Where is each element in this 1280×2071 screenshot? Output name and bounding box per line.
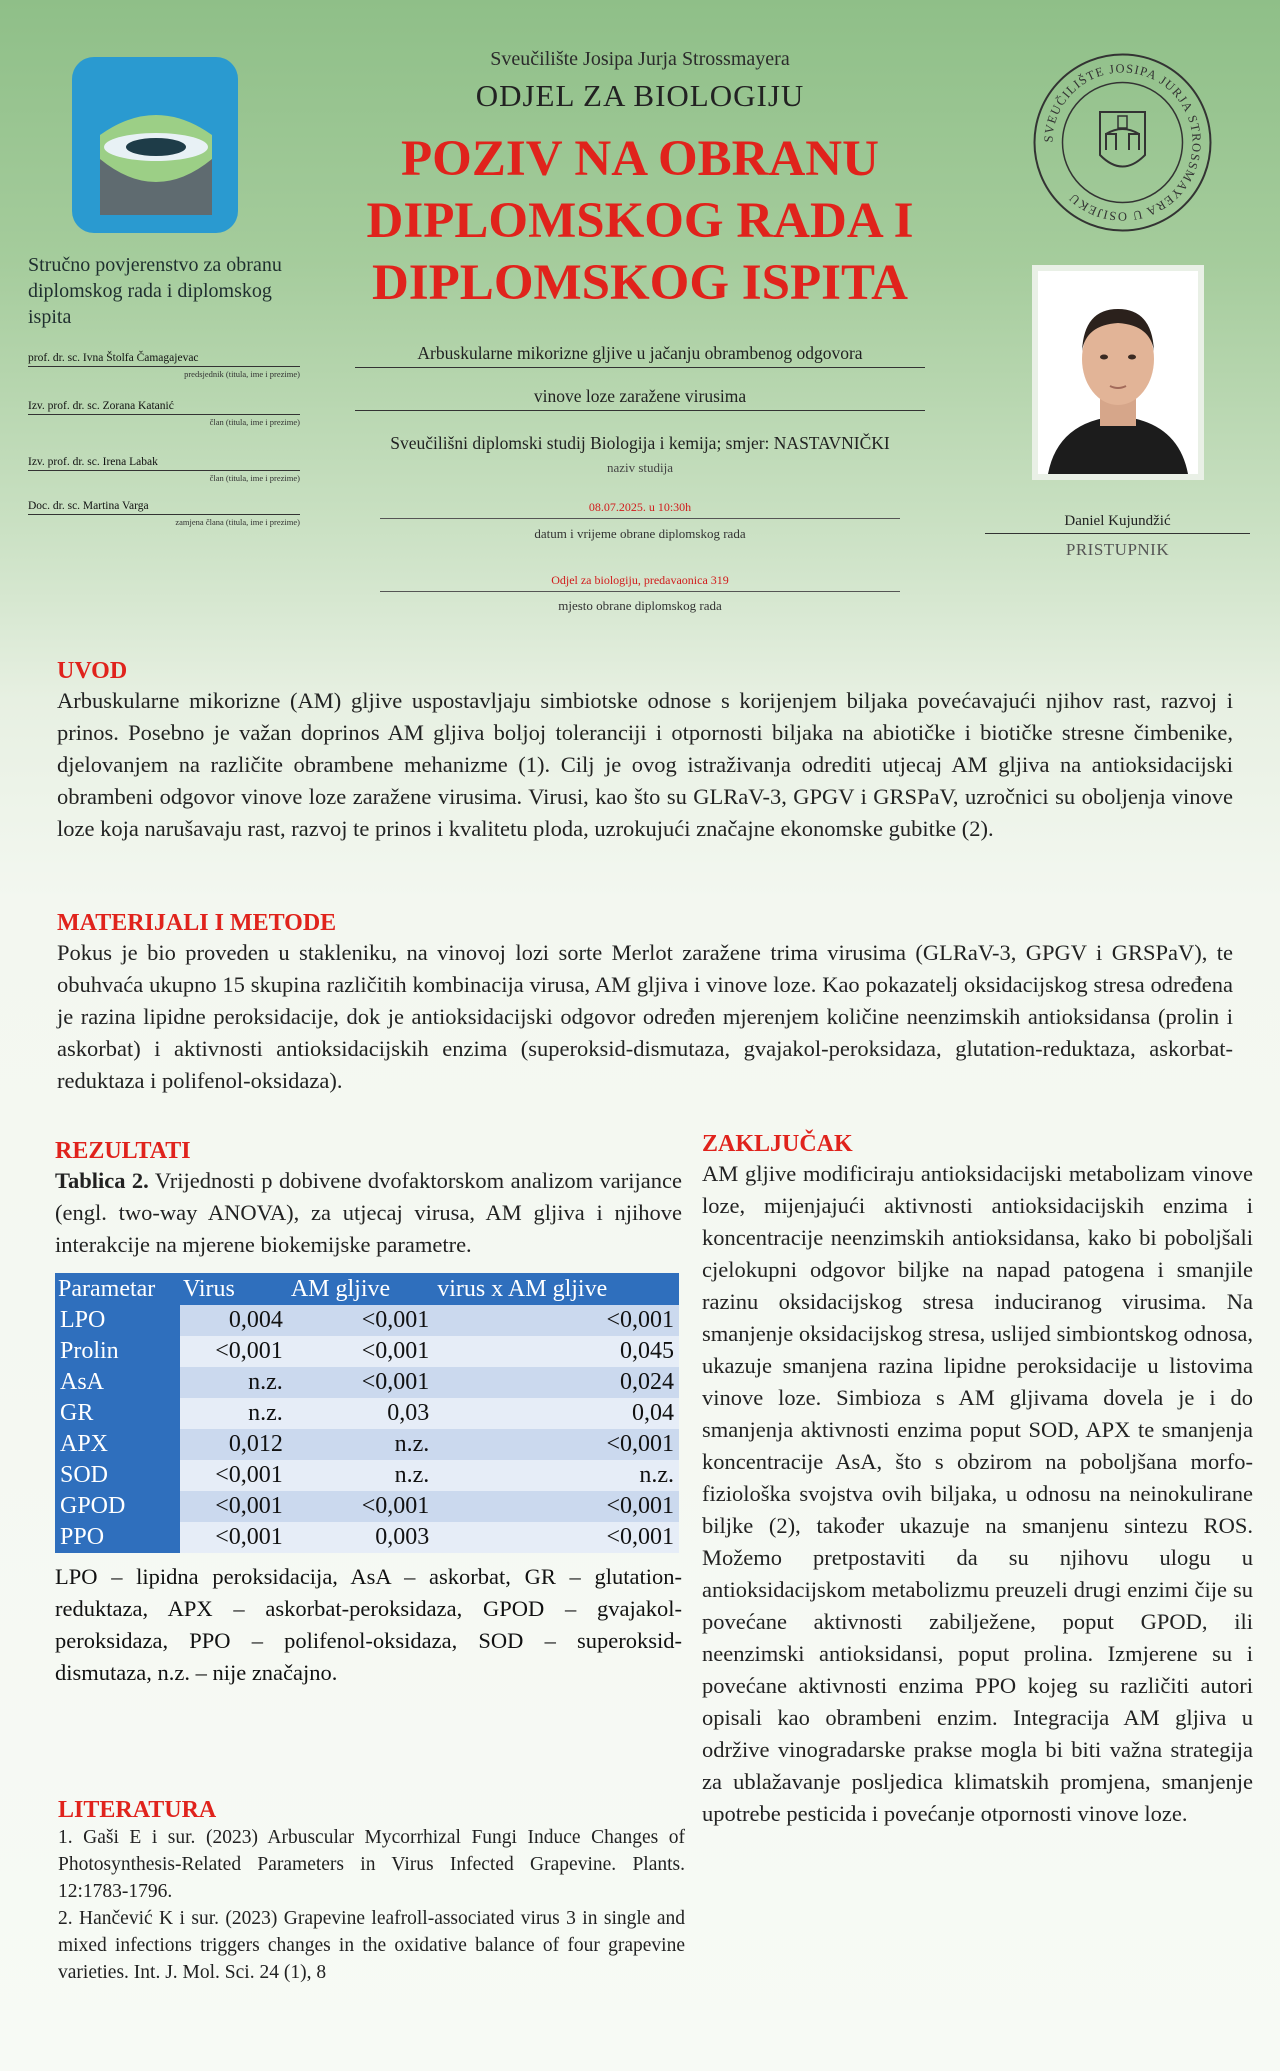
table-cell: GPOD bbox=[55, 1491, 180, 1522]
table-cell: AsA bbox=[55, 1367, 180, 1398]
conclusion-section bbox=[702, 1131, 1253, 1830]
thesis-title-line-2: vinove loze zaražene virusima bbox=[355, 386, 925, 411]
committee-member-2 bbox=[28, 400, 300, 427]
thesis-title-line-1: Arbuskularne mikorizne gljive u jačanju obrambenog odgovora bbox=[355, 343, 925, 368]
committee-title: Stručno povjerenstvo za obranu diplomskog rada i diplomskog ispita bbox=[28, 254, 282, 328]
section-heading: REZULTATI bbox=[55, 1138, 191, 1164]
column-header: AM gljive bbox=[288, 1273, 434, 1305]
table-cell: 0,024 bbox=[434, 1367, 679, 1398]
committee-member-substitute bbox=[28, 500, 300, 527]
table-cell: SOD bbox=[55, 1460, 180, 1491]
table-cell: <0,001 bbox=[434, 1429, 679, 1460]
section-heading: LITERATURA bbox=[58, 1797, 217, 1823]
candidate-label: PRISTUPNIK bbox=[1065, 540, 1170, 559]
divider bbox=[380, 518, 900, 519]
table-cell: <0,001 bbox=[434, 1522, 679, 1553]
intro-text: Arbuskularne mikorizne (AM) gljive uspostavljaju simbiotske odnose s korijenjem biljaka povećavajući njihov rast, razvoj i prinos. Posebno je važan doprinos AM gljiva boljoj toleranciji i otpornosti biljaka na abiotičke i biotičke stresne čimbenike, djelovanjem na različite obrambene mehanizme (1). Cilj je ovog istraživanja odrediti utjecaj AM gljiva na antioksidacijski obrambeni odgovor vinove loze zaražene virusima. Virusi, kao što su GLRaV-3, GPGV i GRSPaV, uzročnici su oboljenja vinove loze koja narušavaju rast, razvoj te prinos i kvalitetu ploda, uzrokujući značajne ekonomske gubitke (2). bbox=[57, 688, 1233, 841]
university-name: Sveučilište Josipa Jurja Strossmayera bbox=[490, 48, 790, 70]
table-cell: <0,001 bbox=[288, 1491, 434, 1522]
table-cell: <0,001 bbox=[180, 1336, 288, 1367]
member-role: član (titula, ime i prezime) bbox=[209, 417, 300, 427]
table-caption-label: Tablica 2. bbox=[55, 1168, 149, 1193]
section-heading: MATERIJALI I METODE bbox=[57, 910, 337, 936]
table-cell: <0,001 bbox=[288, 1305, 434, 1336]
methods-section bbox=[57, 910, 1233, 1097]
section-heading: UVOD bbox=[57, 658, 128, 684]
member-name: Doc. dr. sc. Martina Varga bbox=[28, 500, 300, 515]
table-row bbox=[55, 1367, 679, 1398]
title-line: DIPLOMSKOG ISPITA bbox=[371, 255, 909, 311]
table-cell: n.z. bbox=[180, 1367, 288, 1398]
column-header: virus x AM gljive bbox=[434, 1273, 679, 1305]
study-caption: naziv studija bbox=[606, 460, 674, 475]
table-cell: <0,001 bbox=[288, 1336, 434, 1367]
member-name: Izv. prof. dr. sc. Irena Labak bbox=[28, 456, 300, 471]
table-caption bbox=[55, 1165, 682, 1261]
member-name: prof. dr. sc. Ivna Štolfa Čamagajevac bbox=[28, 352, 300, 367]
datetime-caption: datum i vrijeme obrane diplomskog rada bbox=[534, 526, 746, 541]
reference-item: 2. Hančević K i sur. (2023) Grapevine leafroll-associated virus 3 in single and mixed infections triggers changes in the oxidative balance of four grapevine varieties. Int. J. Mol. Sci. 24 (1), 8 bbox=[58, 1908, 685, 1983]
table-cell: <0,001 bbox=[434, 1491, 679, 1522]
table-row bbox=[55, 1429, 679, 1460]
member-role: član (titula, ime i prezime) bbox=[209, 473, 300, 483]
table-cell: <0,001 bbox=[180, 1491, 288, 1522]
committee-member-chair bbox=[28, 352, 300, 379]
member-role: predsjednik (titula, ime i prezime) bbox=[184, 369, 300, 379]
table-cell: 0,003 bbox=[288, 1522, 434, 1553]
table-cell: Prolin bbox=[55, 1336, 180, 1367]
abbreviations-note: LPO – lipidna peroksidacija, AsA – askorbat, GR – glutation-reduktaza, APX – askorbat-peroksidaza, GPOD – gvajakol-peroksidaza, PPO – polifenol-oksidaza, SOD – superoksid-dismutaza, n.z. – nije značajno. bbox=[55, 1564, 682, 1685]
defense-place: Odjel za biologiju, predavaonica 319 bbox=[551, 573, 729, 587]
svg-text:SVEUČILIŠTE JOSIPA JURJA STROS bbox=[1041, 61, 1203, 223]
study-name: Sveučilišni diplomski studij Biologija i kemija; smjer: NASTAVNIČKI bbox=[390, 433, 890, 453]
table-cell: 0,04 bbox=[434, 1398, 679, 1429]
table-cell: n.z. bbox=[288, 1429, 434, 1460]
reference-item: 1. Gaši E i sur. (2023) Arbuscular Mycorrhizal Fungi Induce Changes of Photosynthesis-Related Parameters in Virus Infected Grapevine. Plants. 12:1783-1796. bbox=[58, 1827, 685, 1902]
table-cell: 0,03 bbox=[288, 1398, 434, 1429]
section-heading: ZAKLJUČAK bbox=[702, 1131, 853, 1157]
table-cell: n.z. bbox=[180, 1398, 288, 1429]
conclusion-text: AM gljive modificiraju antioksidacijski metabolizam vinove loze, mijenjajući aktivnosti antioksidacijskih enzima i koncentracije neenzimskih antioksidansa, kako bi poboljšali cjelokupni odgovor biljke na napad patogena i smanjile razinu oksidacijskog stresa induciranog virusima. Na smanjenje oksidacijskog stresa, uslijed simbiontskog odnosa, ukazuje smanjena razina lipidne peroksidacije u listovima vinove loze. Simbioza s AM gljivama dovela je i do smanjenja aktivnosti enzima poput SOD, APX te smanjenja koncentracije AsA, što s obzirom na poboljšana morfo-fiziološka svojstva ovih biljaka, u odnosu na neinokulirane biljke (2), također ukazuje na smanjenu sintezu ROS. Možemo pretpostaviti da su njihovu ulogu u antioksidacijskom metabolizmu preuzeli drugi enzimi čije su povećane aktivnosti zabilježene, poput GPOD, ili neenzimski antioksidansi, poput prolina. Izmjerene su i povećane aktivnosti enzima PPO kojeg su različiti autori opisali kao obrambeni enzim. Integracija AM gljiva u održive vinogradarske prakse mogla bi biti važna strategija za ublažavanje posljedica klimatskih promjena, smanjenje upotrebe pesticida i povećanje otpornosti vinove loze. bbox=[702, 1161, 1253, 1826]
table-cell: GR bbox=[55, 1398, 180, 1429]
table-cell: APX bbox=[55, 1429, 180, 1460]
table-cell: <0,001 bbox=[180, 1522, 288, 1553]
committee-member-3 bbox=[28, 456, 300, 483]
table-row bbox=[55, 1336, 679, 1367]
results-table bbox=[55, 1273, 679, 1553]
member-name: Izv. prof. dr. sc. Zorana Katanić bbox=[28, 400, 300, 415]
column-header: Parametar bbox=[55, 1273, 180, 1305]
intro-section bbox=[57, 658, 1233, 845]
place-caption: mjesto obrane diplomskog rada bbox=[558, 598, 722, 613]
table-cell: LPO bbox=[55, 1305, 180, 1336]
table-cell: n.z. bbox=[434, 1460, 679, 1491]
page-title bbox=[330, 128, 950, 314]
title-line: POZIV NA OBRANU bbox=[401, 131, 879, 187]
table-row bbox=[55, 1305, 679, 1336]
table-row bbox=[55, 1491, 679, 1522]
table-cell: 0,045 bbox=[434, 1336, 679, 1367]
table-row bbox=[55, 1460, 679, 1491]
table-cell: <0,001 bbox=[434, 1305, 679, 1336]
department-name: ODJEL ZA BIOLOGIJU bbox=[475, 78, 805, 113]
table-cell: <0,001 bbox=[288, 1367, 434, 1398]
table-cell: n.z. bbox=[288, 1460, 434, 1491]
literature-section bbox=[58, 1797, 685, 1986]
methods-text: Pokus je bio proveden u stakleniku, na vinovoj lozi sorte Merlot zaražene trima virusima (GLRaV-3, GPGV i GRSPaV), te obuhvaća ukupno 15 skupina različitih kombinacija virusa, AM gljiva i vinove loze. Kao pokazatelj oksidacijskog stresa određena je razina lipidne peroksidacije, dok je antioksidacijski odgovor određen mjerenjem količine neenzimskih antioksidansa (prolin i askorbat) i aktivnosti antioksidacijskih enzima (superoksid-dismutaza, gvajakol-peroksidaza, glutation-reduktaza, askorbat-reduktaza i polifenol-oksidaza). bbox=[57, 940, 1233, 1093]
table-cell: 0,004 bbox=[180, 1305, 288, 1336]
table-caption-text: Vrijednosti p dobivene dvofaktorskom analizom varijance (engl. two-way ANOVA), za utjecaj virusa, AM gljiva i njihove interakcije na mjerene biokemijske parametre. bbox=[55, 1168, 682, 1257]
divider bbox=[380, 591, 900, 592]
university-seal bbox=[1030, 50, 1215, 235]
defense-datetime: 08.07.2025. u 10:30h bbox=[588, 500, 692, 514]
table-cell: PPO bbox=[55, 1522, 180, 1553]
candidate-photo bbox=[1032, 265, 1204, 480]
candidate-name: Daniel Kujundžić bbox=[985, 513, 1250, 534]
results-section bbox=[55, 1138, 682, 1689]
table-cell: 0,012 bbox=[180, 1429, 288, 1460]
table-cell: <0,001 bbox=[180, 1460, 288, 1491]
title-line: DIPLOMSKOG RADA I bbox=[366, 193, 914, 249]
seal-text: SVEUČILIŠTE JOSIPA JURJA STROSSMAYERA U OSIJEKU bbox=[1041, 61, 1204, 224]
table-row bbox=[55, 1522, 679, 1553]
table-row bbox=[55, 1398, 679, 1429]
column-header: Virus bbox=[180, 1273, 288, 1305]
member-role: zamjena člana (titula, ime i prezime) bbox=[175, 517, 300, 527]
